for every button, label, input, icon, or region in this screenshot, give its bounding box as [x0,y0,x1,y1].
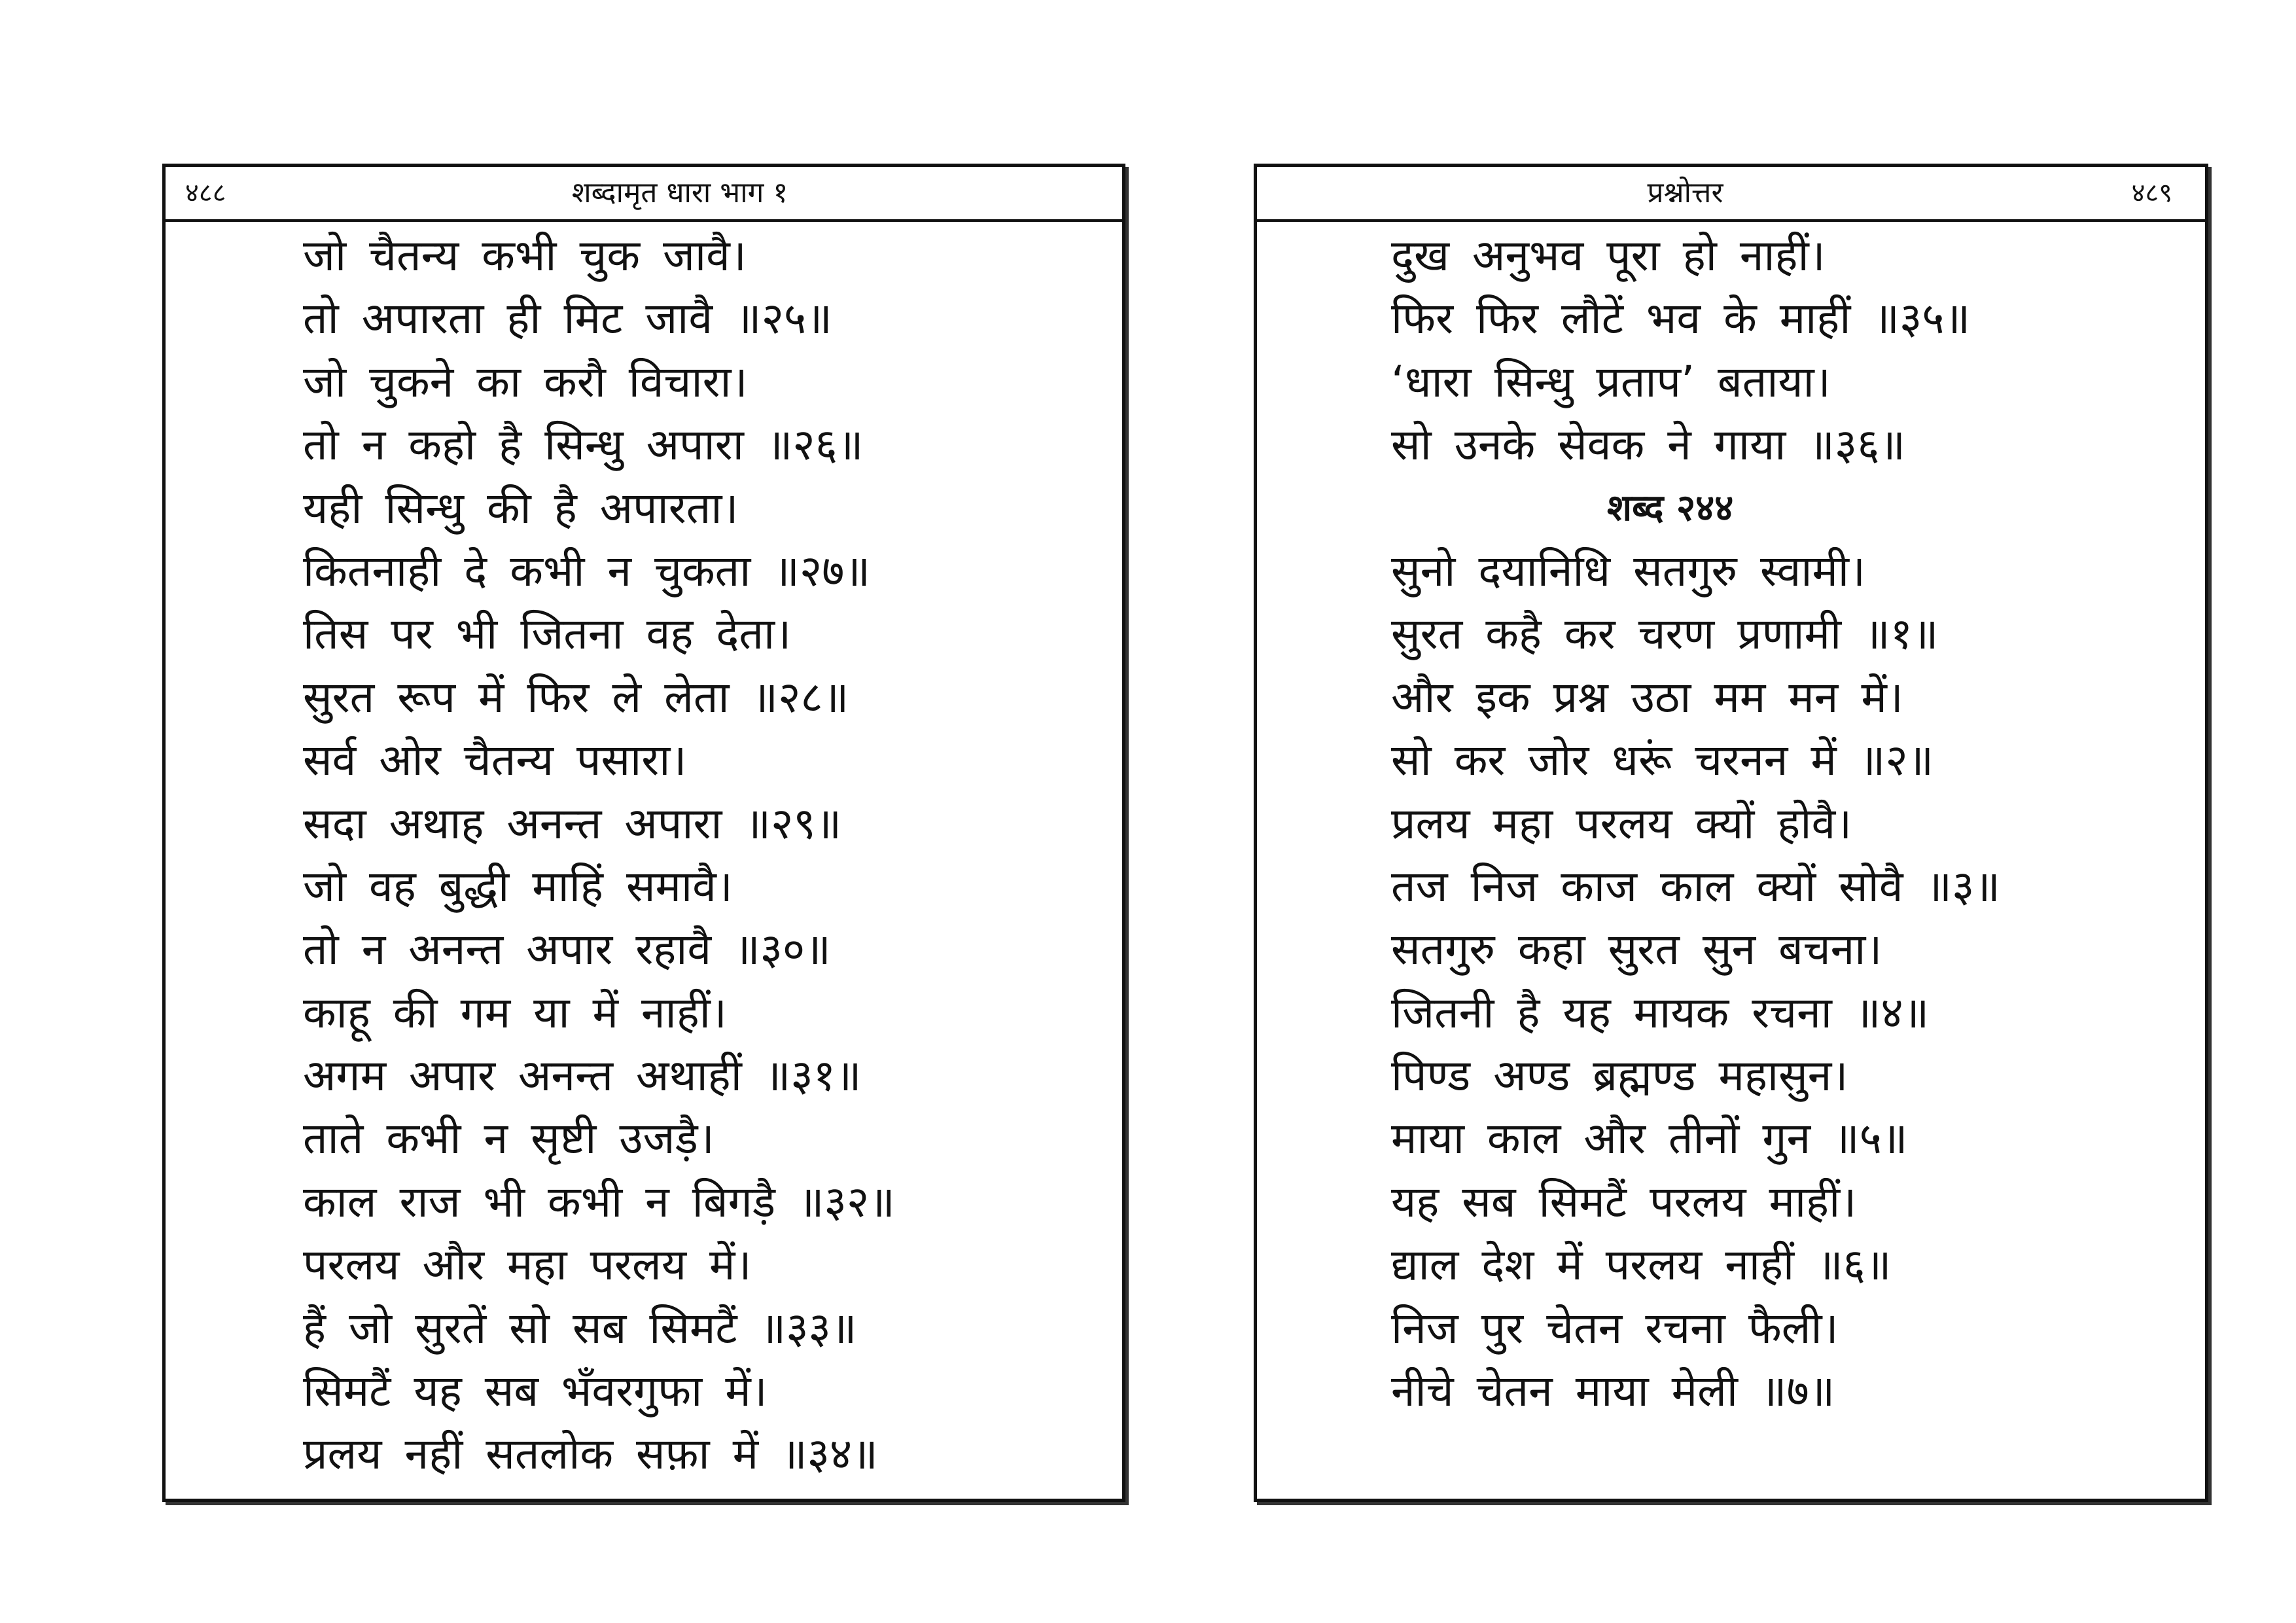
verse-line: निज पुर चेतन रचना फैली। [1391,1302,1839,1353]
left-page [162,164,1125,1502]
verse-line: सदा अथाह अनन्त अपारा ॥२९॥ [303,798,842,849]
verse-line: पिण्ड अण्ड ब्रह्मण्ड महासुन। [1391,1050,1848,1101]
verse-line: काल राज भी कभी न बिगड़ै ॥३२॥ [303,1176,895,1227]
verse-line: नीचे चेतन माया मेली ॥७॥ [1391,1366,1835,1417]
left-verse-list [166,224,1122,1486]
verse-line: तिस पर भी जितना वह देता। [303,609,792,660]
verse-line: तो न कहो है सिन्धु अपारा ॥२६॥ [303,419,864,471]
verse-line: ताते कभी न सृष्टी उजड़ै। [303,1113,715,1164]
verse-line: और इक प्रश्न उठा मम मन में। [1391,671,1903,722]
verse-line: सुरत रूप में फिर ले लेता ॥२८॥ [303,671,849,722]
verse-line: यही सिन्धु की है अपारता। [303,482,739,533]
verse-line: प्रलय महा परलय क्यों होवै। [1391,798,1852,849]
verse-line: तो अपारता ही मिट जावै ॥२५॥ [303,293,832,344]
verse-line: सो उनके सेवक ने गाया ॥३६॥ [1391,419,1906,471]
verse-line: सिमटैं यह सब भँवरगुफा में। [303,1366,768,1417]
right-page [1254,164,2208,1502]
right-verse-list [1257,224,2205,1423]
verse-line: परलय और महा परलय में। [303,1240,752,1291]
right-page-title: प्रश्नोत्तर [1647,176,1723,209]
verse-line: सतगुरु कहा सुरत सुन बचना। [1391,924,1882,975]
verse-line: कितनाही दे कभी न चुकता ॥२७॥ [303,545,871,596]
verse-line: माया काल और तीनों गुन ॥५॥ [1391,1113,1908,1164]
verse-line: सुरत कहै कर चरण प्रणामी ॥१॥ [1391,609,1939,660]
verse-line: तो न अनन्त अपार रहावै ॥३०॥ [303,924,831,975]
verse-line: अगम अपार अनन्त अथाहीं ॥३१॥ [303,1050,862,1101]
right-page-header [1257,167,2205,222]
verse-line: जो वह बुद्धी माहिं समावै। [303,861,733,912]
verse-line: हैं जो सुरतें सो सब सिमटैं ॥३३॥ [303,1302,857,1353]
section-heading: शब्द २४४ [1607,486,1734,529]
verse-line: यह सब सिमटैं परलय माहीं। [1391,1176,1857,1227]
verse-line: सो कर जोर धरूं चरनन में ॥२॥ [1391,735,1934,786]
verse-line: काहू की गम या में नाहीं। [303,987,727,1038]
verse-line: ‘धारा सिन्धु प्रताप’ बताया। [1391,356,1831,407]
verse-line: सर्व ओर चैतन्य पसारा। [303,735,687,786]
right-page-number: ४८९ [2131,178,2172,208]
verse-line: तज निज काज काल क्यों सोवै ॥३॥ [1391,861,2000,912]
left-page-title: शब्दामृत धारा भाग १ [571,176,788,209]
left-page-number: ४८८ [185,178,226,208]
verse-line: द्याल देश में परलय नाहीं ॥६॥ [1391,1240,1892,1291]
verse-line: जो चैतन्य कभी चुक जावै। [303,230,747,281]
verse-line: प्रलय नहीं सतलोक सफ़ा में ॥३४॥ [303,1429,878,1480]
verse-line: जो चुकने का करौ विचारा। [303,356,748,407]
verse-line: सुनो दयानिधि सतगुरु स्वामी। [1391,545,1866,596]
left-page-header [166,167,1122,222]
verse-line: फिर फिर लौटें भव के माहीं ॥३५॥ [1391,293,1971,344]
verse-line: दुख अनुभव पूरा हो नाहीं। [1391,230,1826,281]
verse-line: जितनी है यह मायक रचना ॥४॥ [1391,987,1930,1038]
